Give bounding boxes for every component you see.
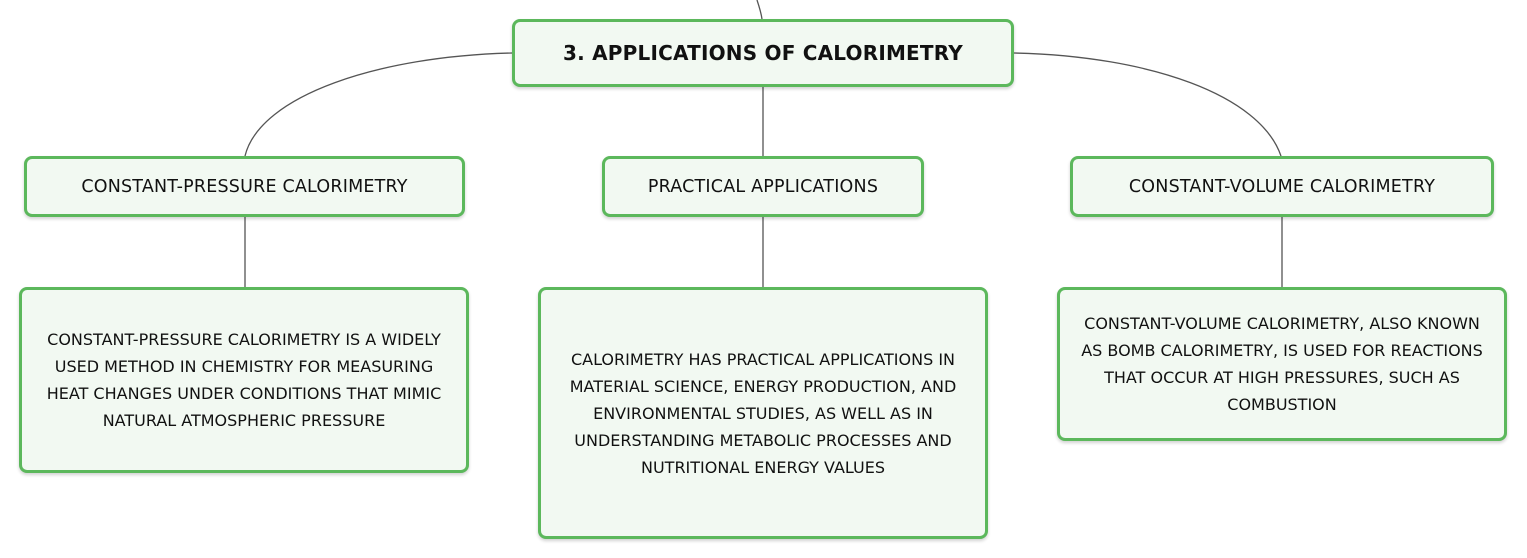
node-label: CONSTANT-PRESSURE CALORIMETRY bbox=[81, 176, 408, 197]
node-constant-volume-calorimetry[interactable] bbox=[1070, 156, 1494, 217]
node-label: PRACTICAL APPLICATIONS bbox=[647, 176, 879, 197]
description-text: CALORIMETRY HAS PRACTICAL APPLICATIONS IN MATERIAL SCIENCE, ENERGY PRODUCTION, AND ENVIRONMENTAL STUDIES, AS WELL AS IN UNDERSTANDING METABOLIC PROCESSES AND NUTRITIONAL ENERGY VALUES bbox=[569, 349, 957, 477]
node-constant-pressure-calorimetry[interactable] bbox=[24, 156, 465, 217]
incoming-connector bbox=[757, 0, 762, 19]
node-practical-applications[interactable] bbox=[602, 156, 924, 217]
description-text: CONSTANT-VOLUME CALORIMETRY, ALSO KNOWN AS BOMB CALORIMETRY, IS USED FOR REACTIONS THAT OCCUR AT HIGH PRESSURES, SUCH AS COMBUSTION bbox=[1081, 314, 1483, 414]
description-text: CONSTANT-PRESSURE CALORIMETRY IS A WIDELY USED METHOD IN CHEMISTRY FOR MEASURING HEAT CHANGES UNDER CONDITIONS THAT MIMIC NATURAL ATMOSPHERIC PRESSURE bbox=[46, 330, 442, 430]
connector-root-to-constant-volume bbox=[1014, 53, 1281, 156]
description-practical-applications[interactable] bbox=[538, 287, 988, 539]
connector-root-to-constant-pressure bbox=[245, 53, 512, 156]
root-node[interactable] bbox=[512, 19, 1014, 87]
node-label: CONSTANT-VOLUME CALORIMETRY bbox=[1128, 176, 1436, 197]
description-constant-volume[interactable] bbox=[1057, 287, 1507, 441]
root-title: 3. APPLICATIONS OF CALORIMETRY bbox=[563, 41, 963, 65]
description-constant-pressure[interactable] bbox=[19, 287, 469, 473]
